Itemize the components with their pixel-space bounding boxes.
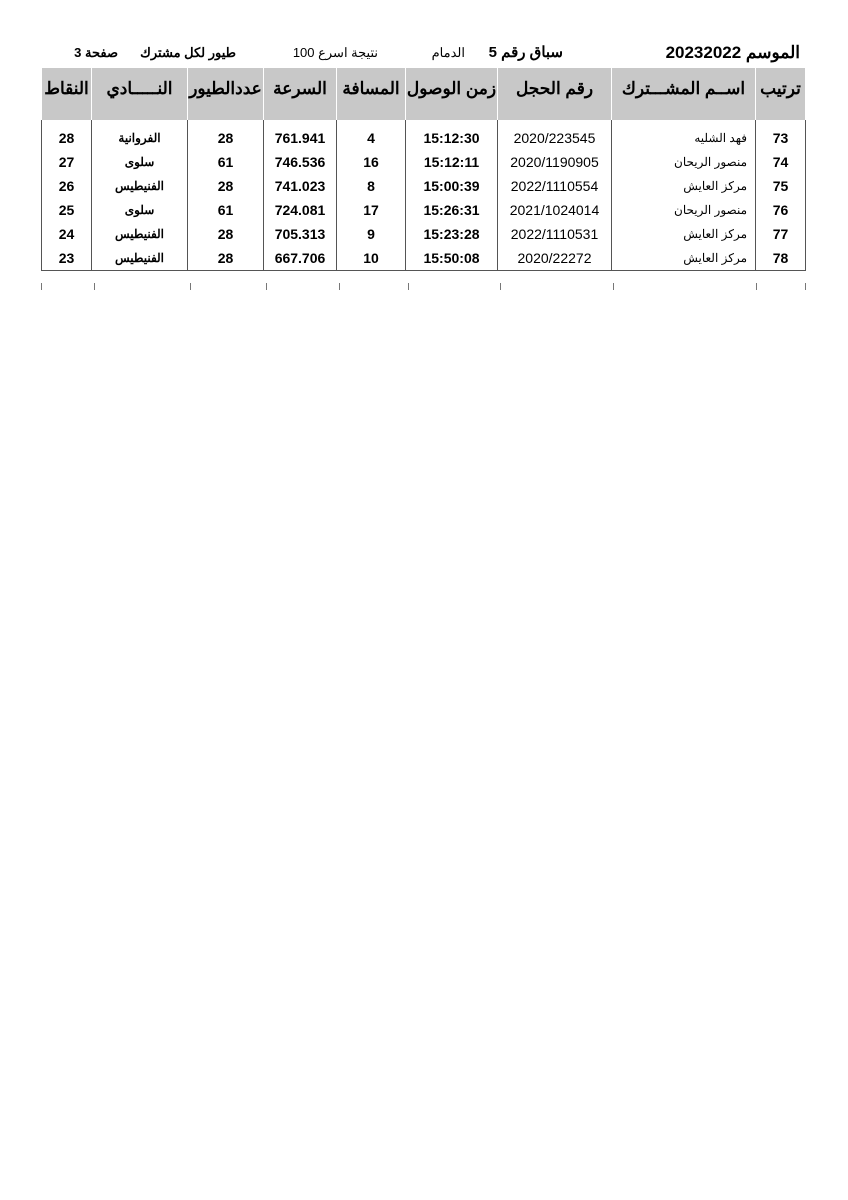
arrival-time-cell: 15:00:39 [406, 174, 498, 198]
club-cell: الفروانية [92, 126, 188, 150]
results-table [41, 68, 806, 271]
table-row [42, 174, 806, 198]
bird-count-cell: 61 [188, 150, 264, 174]
points-cell: 23 [42, 246, 92, 271]
col-header-speed: السرعة [264, 68, 337, 120]
arrival-time-cell: 15:50:08 [406, 246, 498, 271]
race-number: سباق رقم 5 [488, 44, 563, 61]
col-header-participant: اســم المشـــترك [612, 68, 756, 120]
participant-cell: فهد الشليه [612, 126, 756, 150]
distance-cell: 8 [337, 174, 406, 198]
bird-count-cell: 28 [188, 246, 264, 271]
table-row [42, 222, 806, 246]
page-number: صفحة 3 [74, 45, 118, 60]
bird-count-cell: 28 [188, 222, 264, 246]
rank-cell: 74 [756, 150, 806, 174]
speed-cell: 667.706 [264, 246, 337, 271]
col-header-distance: المسافة [337, 68, 406, 120]
rank-cell: 78 [756, 246, 806, 271]
participant-cell: مركز العايش [612, 246, 756, 271]
ring-number-cell: 2020/1190905 [498, 150, 612, 174]
table-header-row [42, 68, 806, 120]
table-row [42, 198, 806, 222]
points-cell: 26 [42, 174, 92, 198]
points-cell: 28 [42, 126, 92, 150]
club-cell: سلوى [92, 198, 188, 222]
table-row [42, 150, 806, 174]
rank-cell: 76 [756, 198, 806, 222]
club-cell: الفنيطيس [92, 222, 188, 246]
arrival-time-cell: 15:12:11 [406, 150, 498, 174]
ring-number-cell: 2022/1110554 [498, 174, 612, 198]
participant-cell: مركز العايش [612, 174, 756, 198]
col-header-points: النقاط [42, 68, 92, 120]
rank-cell: 75 [756, 174, 806, 198]
ring-number-cell: 2020/223545 [498, 126, 612, 150]
rank-cell: 73 [756, 126, 806, 150]
rank-cell: 77 [756, 222, 806, 246]
bird-count-cell: 28 [188, 126, 264, 150]
speed-cell: 761.941 [264, 126, 337, 150]
distance-cell: 16 [337, 150, 406, 174]
bird-count-cell: 61 [188, 198, 264, 222]
points-cell: 25 [42, 198, 92, 222]
col-header-arrival-time: زمن الوصول [406, 68, 498, 120]
ring-number-cell: 2021/1024014 [498, 198, 612, 222]
club-cell: الفنيطيس [92, 246, 188, 271]
distance-cell: 17 [337, 198, 406, 222]
distance-cell: 4 [337, 126, 406, 150]
table-row [42, 246, 806, 271]
arrival-time-cell: 15:12:30 [406, 126, 498, 150]
speed-cell: 746.536 [264, 150, 337, 174]
participant-cell: منصور الريحان [612, 150, 756, 174]
result-label: نتيجة اسرع 100 [292, 45, 378, 60]
race-location: الدمام [431, 45, 465, 60]
bird-count-cell: 28 [188, 174, 264, 198]
points-cell: 27 [42, 150, 92, 174]
table-row [42, 126, 806, 150]
col-header-ring-number: رقم الحجل [498, 68, 612, 120]
col-header-rank: ترتيب [756, 68, 806, 120]
per-participant-label: طيور لكل مشترك [140, 45, 236, 60]
club-cell: سلوى [92, 150, 188, 174]
column-tick-marks [0, 283, 848, 291]
distance-cell: 10 [337, 246, 406, 271]
arrival-time-cell: 15:23:28 [406, 222, 498, 246]
col-header-club: النـــــادي [92, 68, 188, 120]
distance-cell: 9 [337, 222, 406, 246]
participant-cell: منصور الريحان [612, 198, 756, 222]
participant-cell: مركز العايش [612, 222, 756, 246]
col-header-bird-count: عددالطيور [188, 68, 264, 120]
speed-cell: 724.081 [264, 198, 337, 222]
ring-number-cell: 2022/1110531 [498, 222, 612, 246]
speed-cell: 741.023 [264, 174, 337, 198]
arrival-time-cell: 15:26:31 [406, 198, 498, 222]
club-cell: الفنيطيس [92, 174, 188, 198]
ring-number-cell: 2020/22272 [498, 246, 612, 271]
speed-cell: 705.313 [264, 222, 337, 246]
points-cell: 24 [42, 222, 92, 246]
season-label: الموسم 20232022 [665, 43, 800, 62]
